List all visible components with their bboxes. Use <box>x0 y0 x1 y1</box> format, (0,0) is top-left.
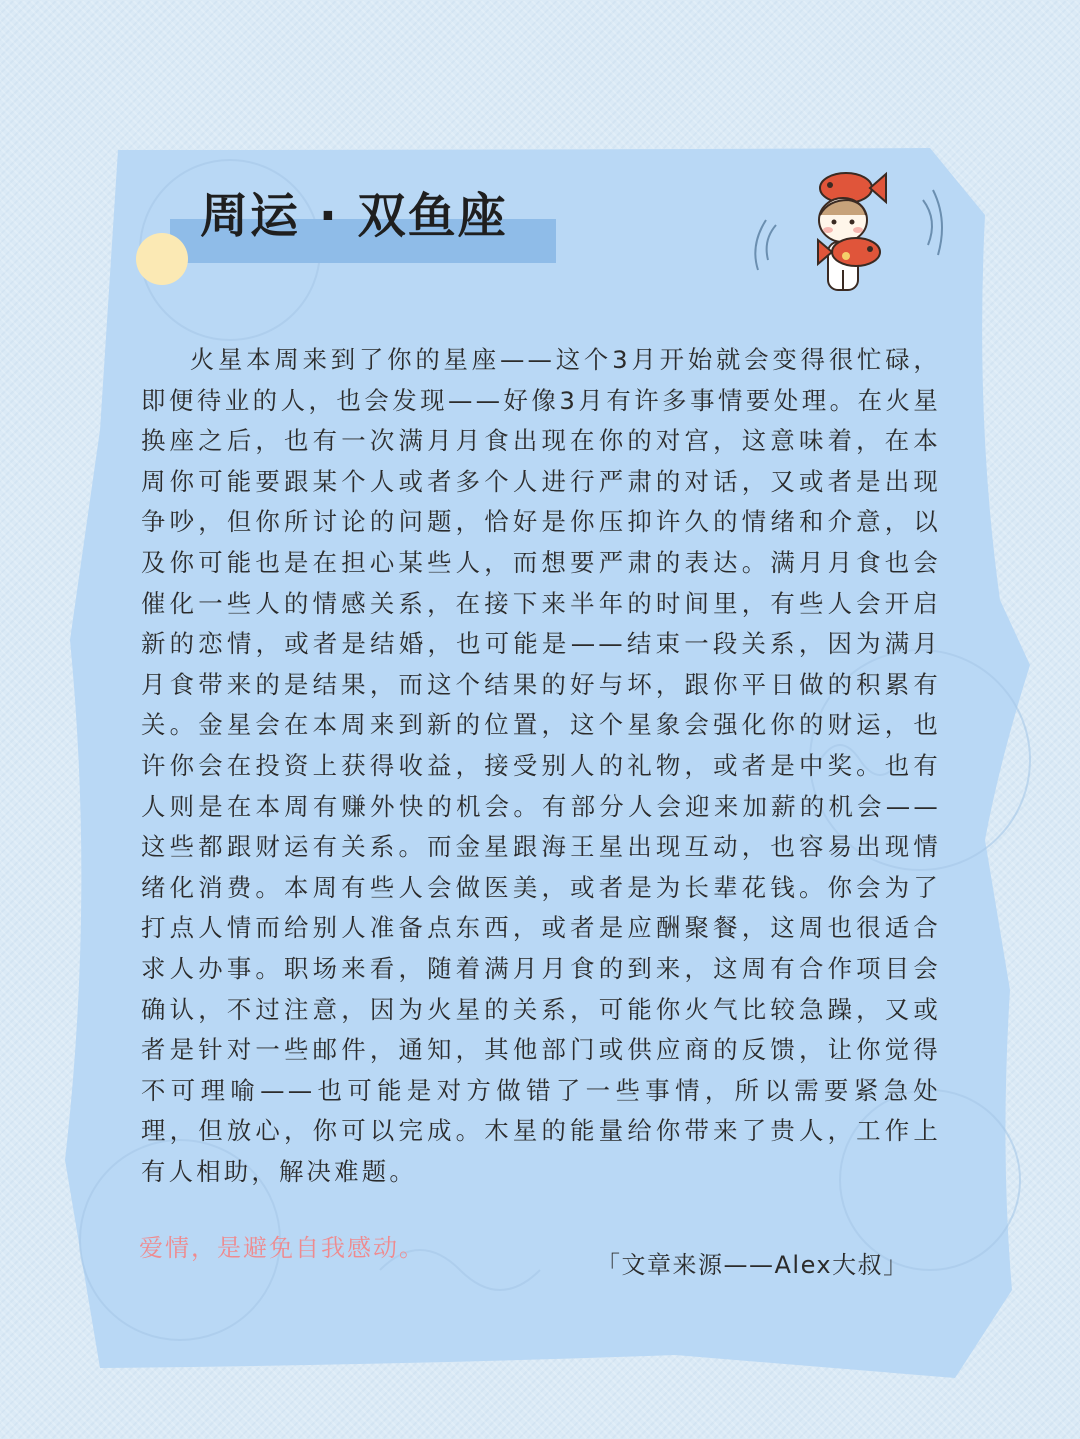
page-title: 周运 · 双鱼座 <box>200 188 508 244</box>
pisces-kid-holding-fish-icon <box>748 160 948 310</box>
article-source: 「文章来源——Alex大叔」 <box>596 1251 909 1279</box>
love-quote: 爱情，是避免自我感动。 <box>139 1234 425 1262</box>
horoscope-body-text: 火星本周来到了你的星座——这个3月开始就会变得很忙碌，即便待业的人，也会发现——好像3月有许多事情要处理。在火星换座之后，也有一次满月月食出现在你的对宫，这意味着，在本周你可能要跟某个人或者多个人进行严肃的对话，又或者是出现争吵，但你所讨论的问题，恰好是你压抑许久的情绪和介意，以及你可能也是在担心某些人，而想要严肃的表达。满月月食也会催化一些人的情感关系，在接下来半年的时间里，有些人会开启新的恋情，或者是结婚，也可能是——结束一段关系，因为满月月食带来的是结果，而这个结果的好与坏，跟你平日做的积累有关。金星会在本周来到新的位置，这个星象会强化你的财运，也许你会在投资上获得收益，接受别人的礼物，或者是中奖。也有人则是在本周有赚外快的机会。有部分人会迎来加薪的机会——这些都跟财运有关系。而金星跟海王星出现互动，也容易出现情绪化消费。本周有些人会做医美，或者是为长辈花钱。你会为了打点人情而给别人准备点东西，或者是应酬聚餐，这周也很适合求人办事。职场来看，随着满月月食的到来，这周有合作项目会确认，不过注意，因为火星的关系，可能你火气比较急躁，又或者是针对一些邮件，通知，其他部门或供应商的反馈，让你觉得不可理喻——也可能是对方做错了一些事情，所以需要紧急处理，但放心，你可以完成。木星的能量给你带来了贵人，工作上有人相助，解决难题。 <box>141 345 941 1186</box>
title-dot-decoration <box>136 233 188 285</box>
